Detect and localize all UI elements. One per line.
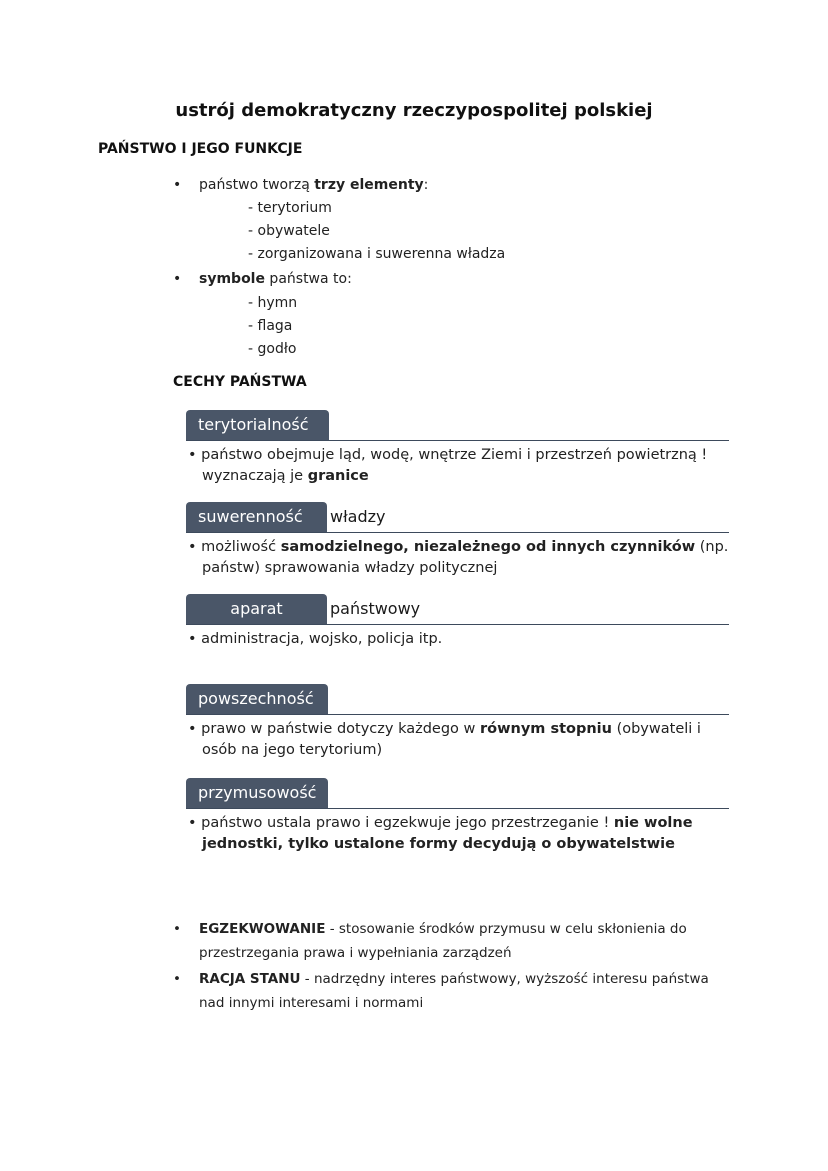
- list-item: • RACJA STANU - nadrzędny interes państwowy, wyższość interesu państwa nad innymi interesami i normami: [173, 967, 733, 1015]
- bullet-dot: •: [173, 271, 182, 287]
- bullet-symbols: • symbole państwa to:: [173, 271, 352, 287]
- feature-bar: [186, 594, 729, 625]
- feature-tab: terytorialność: [186, 410, 329, 440]
- feature-card: [186, 410, 729, 487]
- feature-bar: [186, 684, 729, 715]
- feature-bar: [186, 410, 729, 441]
- feature-tab-suffix: państwowy: [330, 599, 421, 618]
- feature-tab: suwerenność: [186, 502, 327, 532]
- list-item: - zorganizowana i suwerenna władza: [248, 246, 506, 262]
- bullet-dot: •: [173, 971, 181, 987]
- feature-card: [186, 778, 729, 855]
- list-item: - hymn: [248, 295, 298, 311]
- feature-description: • administracja, wojsko, policja itp.: [188, 631, 443, 647]
- feature-tab: aparat: [186, 594, 327, 624]
- feature-description: • państwo ustala prawo i egzekwuje jego przestrzeganie ! nie wolne jednostki, tylko ustalone formy decydują o obywatelstwie: [188, 815, 693, 852]
- feature-card: [186, 684, 729, 761]
- list-item: - obywatele: [248, 223, 330, 239]
- feature-description: • możliwość samodzielnego, niezależnego od innych czynników (np. państw) sprawowania władzy politycznej: [188, 539, 729, 576]
- bullet-dot: •: [173, 921, 181, 937]
- feature-description: • państwo obejmuje ląd, wodę, wnętrze Ziemi i przestrzeń powietrzną ! wyznaczają je granice: [188, 447, 708, 484]
- feature-bar: [186, 778, 729, 809]
- list-item: • EGZEKWOWANIE - stosowanie środków przymusu w celu skłonienia do przestrzegania prawa i wypełniania zarządzeń: [173, 917, 733, 965]
- list-item: - terytorium: [248, 200, 332, 216]
- feature-card: [186, 594, 729, 650]
- feature-tab: powszechność: [186, 684, 328, 714]
- list-item: - godło: [248, 341, 297, 357]
- list-item: - flaga: [248, 318, 293, 334]
- feature-tab-suffix: władzy: [330, 507, 386, 526]
- page-title: ustrój demokratyczny rzeczypospolitej polskiej: [175, 100, 653, 121]
- bullet-elements: • państwo tworzą trzy elementy:: [173, 177, 429, 193]
- bottom-list: [173, 917, 733, 1017]
- feature-description: • prawo w państwie dotyczy każdego w równym stopniu (obywateli i osób na jego terytorium): [188, 721, 701, 758]
- bullet-dot: •: [173, 177, 182, 193]
- feature-bar: [186, 502, 729, 533]
- features-heading: CECHY PAŃSTWA: [173, 374, 307, 390]
- feature-tab: przymusowość: [186, 778, 328, 808]
- feature-card: [186, 502, 729, 579]
- section-heading: PAŃSTWO I JEGO FUNKCJE: [98, 141, 303, 157]
